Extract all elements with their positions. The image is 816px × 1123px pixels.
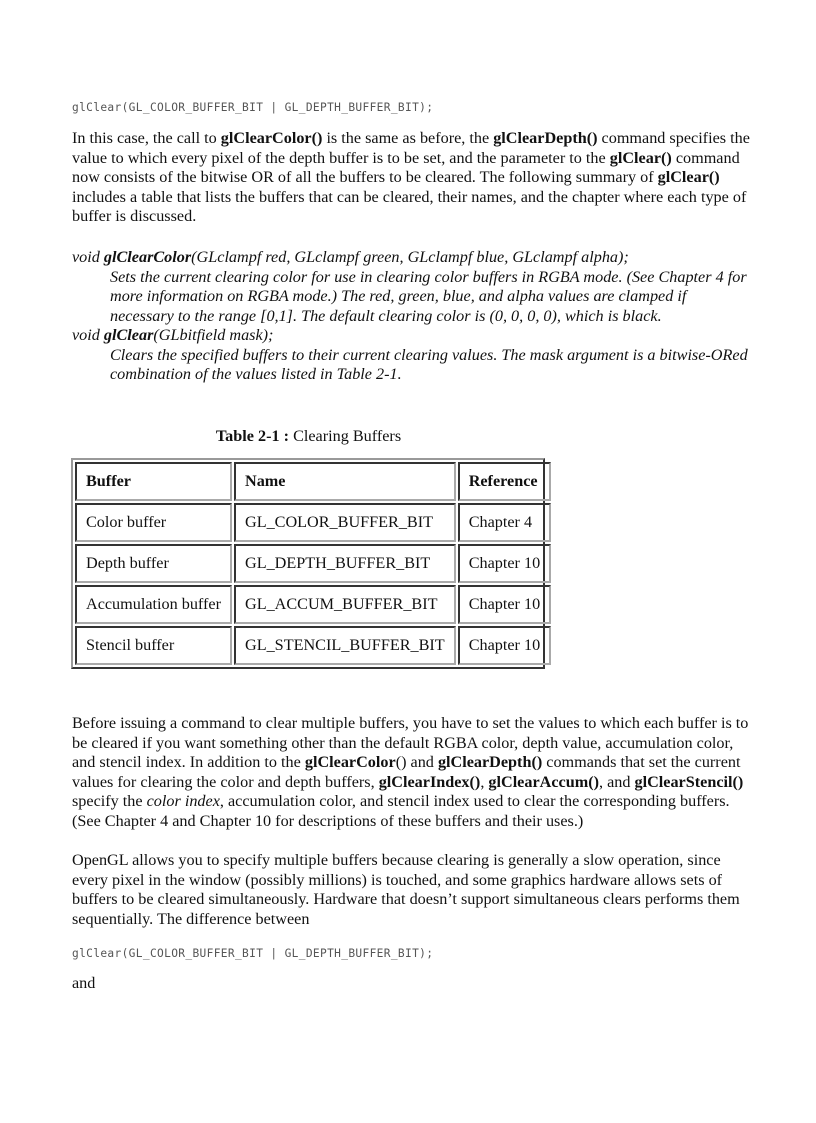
trailing-text: and	[72, 974, 96, 992]
paragraph-multiple-buffers: Before issuing a command to clear multiple buffers, you have to set the values to which each buffer is to be cleared if you want something other than the default RGBA color, depth value, accumulation color, and stencil index. In addition to the glClearColor() and glClearDepth() commands that set the current values for clearing the color and depth buffers, glClearIndex(), glClearAccum(), and glClearStencil() specify the color index, accumulation color, and stencil index used to clear the corresponding buffers. (See Chapter 4 and Chapter 10 for descriptions of these buffers and their uses.)	[72, 714, 749, 830]
header-name: Name	[234, 462, 456, 501]
code-snippet-1: glClear(GL_COLOR_BUFFER_BIT | GL_DEPTH_BUFFER_BIT);	[72, 101, 434, 114]
cell-buffer: Color buffer	[75, 503, 232, 542]
table-row	[75, 626, 551, 665]
cell-reference: Chapter 10	[458, 544, 551, 583]
cell-buffer: Stencil buffer	[75, 626, 232, 665]
cell-name: GL_COLOR_BUFFER_BIT	[234, 503, 456, 542]
header-buffer: Buffer	[75, 462, 232, 501]
cell-reference: Chapter 4	[458, 503, 551, 542]
cell-name: GL_DEPTH_BUFFER_BIT	[234, 544, 456, 583]
header-reference: Reference	[458, 462, 551, 501]
cell-buffer: Depth buffer	[75, 544, 232, 583]
prototype-glclearcolor: void glClearColor(GLclampf red, GLclampf green, GLclampf blue, GLclampf alpha);	[72, 248, 629, 266]
table-row	[75, 544, 551, 583]
cell-name: GL_ACCUM_BUFFER_BIT	[234, 585, 456, 624]
cell-buffer: Accumulation buffer	[75, 585, 232, 624]
cell-reference: Chapter 10	[458, 585, 551, 624]
function-prototypes	[72, 248, 752, 385]
paragraph-performance: OpenGL allows you to specify multiple buffers because clearing is generally a slow operation, since every pixel in the window (possibly millions) is touched, and some graphics hardware allows sets of buffers to be cleared simultaneously. Hardware that doesn’t support simultaneous clears performs them sequentially. The difference between	[72, 851, 740, 928]
table-row	[75, 503, 551, 542]
clearing-buffers-table	[71, 458, 545, 669]
cell-reference: Chapter 10	[458, 626, 551, 665]
table-row	[75, 585, 551, 624]
paragraph-intro: In this case, the call to glClearColor() is the same as before, the glClearDepth() command specifies the value to which every pixel of the depth buffer is to be set, and the parameter to the glClear() command now consists of the bitwise OR of all the buffers to be cleared. The following summary of glClear() includes a table that lists the buffers that can be cleared, their names, and the chapter where each type of buffer is discussed.	[72, 129, 750, 225]
cell-name: GL_STENCIL_BUFFER_BIT	[234, 626, 456, 665]
prototype-glclear: void glClear(GLbitfield mask);	[72, 326, 274, 344]
description-glclearcolor: Sets the current clearing color for use in clearing color buffers in RGBA mode. (See Chapter 4 for more information on RGBA mode.) The red, green, blue, and alpha values are clamped if necessary to the range [0,1]. The default clearing color is (0, 0, 0, 0), which is black.	[110, 267, 747, 325]
table-caption: Table 2-1 : Clearing Buffers	[215, 427, 402, 445]
description-glclear: Clears the specified buffers to their current clearing values. The mask argument is a bitwise-ORed combination of the values listed in Table 2-1.	[110, 345, 748, 383]
code-snippet-2: glClear(GL_COLOR_BUFFER_BIT | GL_DEPTH_BUFFER_BIT);	[72, 947, 434, 960]
table-header-row	[75, 462, 551, 501]
